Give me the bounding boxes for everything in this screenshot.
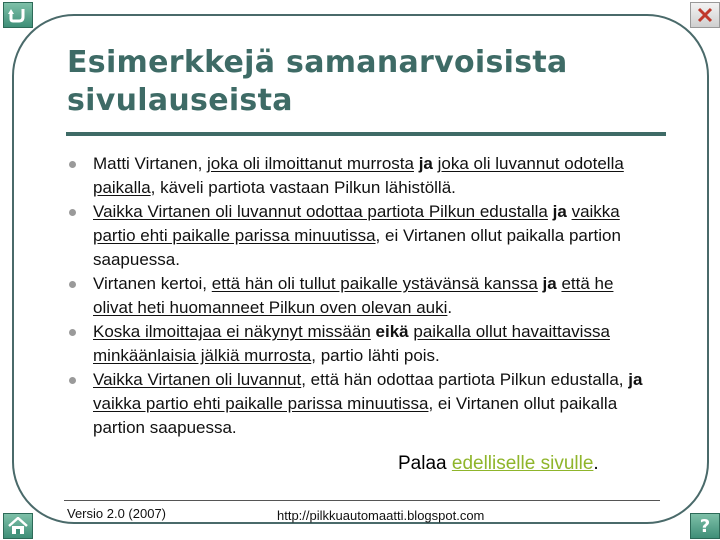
footer-url: http://pilkkuautomaatti.blogspot.com [277, 508, 485, 523]
bullet-text-segment: vaikka partio ehti paikalle parissa minuutissa [93, 394, 429, 413]
bullet-text-segment: Koska ilmoittajaa ei näkynyt missään [93, 322, 371, 341]
back-button[interactable] [3, 2, 33, 28]
bullet-text-segment: Virtanen kertoi, [93, 274, 212, 293]
bullet-item [66, 200, 656, 272]
bullet-text-segment: ja [628, 370, 643, 389]
bullet-dot-icon [69, 161, 76, 168]
bullet-text-segment: Vaikka Virtanen oli luvannut [93, 370, 302, 389]
footer-divider [64, 500, 660, 501]
bullet-text-segment: että hän oli tullut paikalle ystävänsä kanssa [211, 274, 538, 293]
bullet-text-segment: joka oli luvannut odotella paikalla [93, 154, 624, 197]
bullet-text-segment: vaikka partio ehti paikalle parissa minuutissa [93, 202, 620, 245]
bullet-item [66, 320, 656, 368]
bullet-text-segment: , ei Virtanen ollut paikalla partion saapuessa. [93, 394, 618, 437]
bullet-text-segment: ja [418, 154, 433, 173]
bullet-text-segment: , ei Virtanen ollut paikalla partion saapuessa. [93, 226, 621, 269]
bullet-text-segment: , partio lähti pois. [311, 346, 440, 365]
close-icon [695, 6, 715, 24]
bullet-item [66, 152, 656, 200]
footer-version: Versio 2.0 (2007) [67, 506, 167, 521]
help-icon: ? [699, 515, 711, 537]
title-divider [66, 132, 666, 136]
home-icon [7, 517, 29, 535]
back-prefix: Palaa [398, 453, 452, 474]
bullet-dot-icon [69, 209, 76, 216]
bullet-text-segment: , että hän odottaa partiota Pilkun edustalla, [301, 370, 629, 389]
bullet-dot-icon [69, 329, 76, 336]
bullet-item [66, 272, 656, 320]
bullet-text-segment: , käveli partiota vastaan Pilkun lähistöllä. [150, 178, 456, 197]
bullet-text-segment: ja [542, 274, 557, 293]
bullet-text-segment: ja [552, 202, 567, 221]
bullet-text-segment: että he olivat heti huomanneet Pilkun oven olevan auki [93, 274, 614, 317]
bullet-text-segment: Vaikka Virtanen oli luvannut odottaa partiota Pilkun edustalla [93, 202, 548, 221]
bullet-text-segment: . [447, 298, 453, 317]
bullet-dot-icon [69, 281, 76, 288]
back-suffix: . [593, 453, 599, 474]
help-button[interactable] [690, 513, 720, 539]
back-arrow-icon [8, 6, 28, 24]
close-button[interactable] [690, 2, 720, 28]
home-button[interactable] [3, 513, 33, 539]
bullet-text-segment: Matti Virtanen, [93, 154, 208, 173]
bullet-item [66, 368, 656, 440]
bullet-text-segment: joka oli ilmoittanut murrosta [207, 154, 414, 173]
bullet-dot-icon [69, 377, 76, 384]
bullet-list [66, 152, 656, 440]
bullet-text-segment: eikä [375, 322, 409, 341]
slide-title: Esimerkkejä samanarvoisista sivulauseista [67, 45, 568, 118]
back-link-line [398, 453, 599, 475]
bullet-text-segment: paikalla ollut havaittavissa minkäänlaisia jälkiä murrosta [93, 322, 610, 365]
previous-page-link[interactable]: edelliselle sivulle [451, 453, 594, 474]
